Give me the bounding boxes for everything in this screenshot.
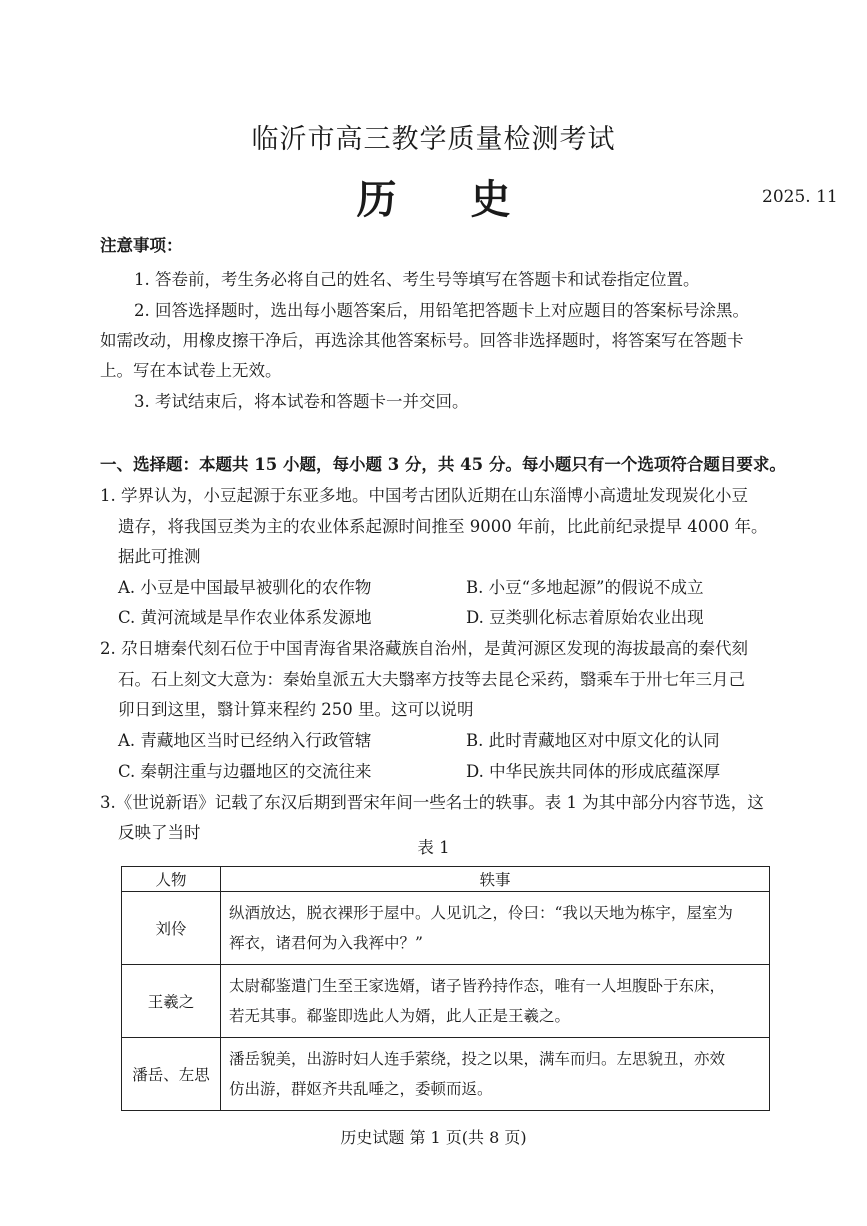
q1-option-c: C. 黄河流域是旱作农业体系发源地 [118,608,372,627]
notice-heading: 注意事项： [100,236,183,255]
exam-date: 2025. 11 [762,187,838,207]
header-anecdote: 轶事 [221,867,770,892]
table-header-row [122,867,770,892]
row-anecdote [221,965,770,1038]
row-anecdote [221,1038,770,1111]
row-anecdote [221,892,770,965]
q2-stem-line-3: 卯日到这里，翳计算来程约 250 里。这可以说明 [118,700,474,719]
table-row [122,1038,770,1111]
q1-stem-line-1: 1. 学界认为，小豆起源于东亚多地。中国考古团队近期在山东淄博小高遗址发现炭化小豆 [100,486,748,505]
q3-stem-line-1: 3.《世说新语》记载了东汉后期到晋宋年间一些名士的轶事。表 1 为其中部分内容节选，这 [100,793,764,812]
exam-title: 临沂市高三教学质量检测考试 [251,124,616,155]
q2-option-c: C. 秦朝注重与边疆地区的交流往来 [118,762,372,781]
row-person: 王羲之 [122,965,221,1038]
notice-line-3: 3. 考试结束后，将本试卷和答题卡一并交回。 [134,392,469,411]
anecdote-line: 裈衣，诸君何为入我裈中？” [229,934,423,952]
q1-stem-line-3: 据此可推测 [118,547,201,566]
q2-option-a: A. 青藏地区当时已经纳入行政管辖 [118,731,372,750]
notice-line-1: 1. 答卷前，考生务必将自己的姓名、考生号等填写在答题卡和试卷指定位置。 [134,270,700,289]
anecdote-line: 潘岳貌美，出游时妇人连手萦绕，投之以果，满车而归。左思貌丑，亦效 [229,1050,726,1068]
notice-line-2: 2. 回答选择题时，选出每小题答案后，用铅笔把答题卡上对应题目的答案标号涂黑。 [134,301,749,320]
table-row [122,965,770,1038]
notice-line-2-end: 上。写在本试卷上无效。 [100,361,282,380]
anecdote-line: 纵酒放达，脱衣裸形于屋中。人见讥之，伶曰：“我以天地为栋宇，屋室为 [229,904,733,922]
q2-option-b: B. 此时青藏地区对中原文化的认同 [466,731,720,750]
notice-line-2-cont: 如需改动，用橡皮擦干净后，再选涂其他答案标号。回答非选择题时，将答案写在答题卡 [100,331,744,350]
anecdote-line: 太尉郗鉴遣门生至王家选婿，诸子皆矜持作态，唯有一人坦腹卧于东床， [229,977,726,995]
subject-title: 历 史 [356,176,541,223]
section-heading: 一、选择题：本题共 15 小题，每小题 3 分，共 45 分。每小题只有一个选项符合题目要求。 [100,455,786,474]
q2-stem-line-2: 石。石上刻文大意为：秦始皇派五大夫翳率方技等去昆仑采药，翳乘车于卅七年三月己 [118,670,745,689]
row-person: 潘岳、左思 [122,1038,221,1111]
header-person: 人物 [122,867,221,892]
table-caption: 表 1 [417,838,450,857]
q1-option-a: A. 小豆是中国最早被驯化的农作物 [118,578,372,597]
page-footer: 历史试题 第 1 页(共 8 页) [340,1128,527,1147]
row-person: 刘伶 [122,892,221,965]
table-row [122,892,770,965]
anecdote-line: 若无其事。郗鉴即选此人为婿，此人正是王羲之。 [229,1007,571,1025]
q1-option-b: B. 小豆“多地起源”的假说不成立 [466,578,704,597]
q1-option-d: D. 豆类驯化标志着原始农业出现 [466,608,704,627]
anecdote-line: 仿出游，群妪齐共乱唾之，委顿而返。 [229,1080,493,1098]
q2-option-d: D. 中华民族共同体的形成底蕴深厚 [466,762,721,781]
q1-stem-line-2: 遗存，将我国豆类为主的农业体系起源时间推至 9000 年前，比此前纪录提早 4000 年。 [118,517,768,536]
q2-stem-line-1: 2. 尕日塘秦代刻石位于中国青海省果洛藏族自治州，是黄河源区发现的海拔最高的秦代刻 [100,639,748,658]
anecdote-table [121,866,770,1111]
q3-stem-line-2: 反映了当时 [118,823,201,842]
